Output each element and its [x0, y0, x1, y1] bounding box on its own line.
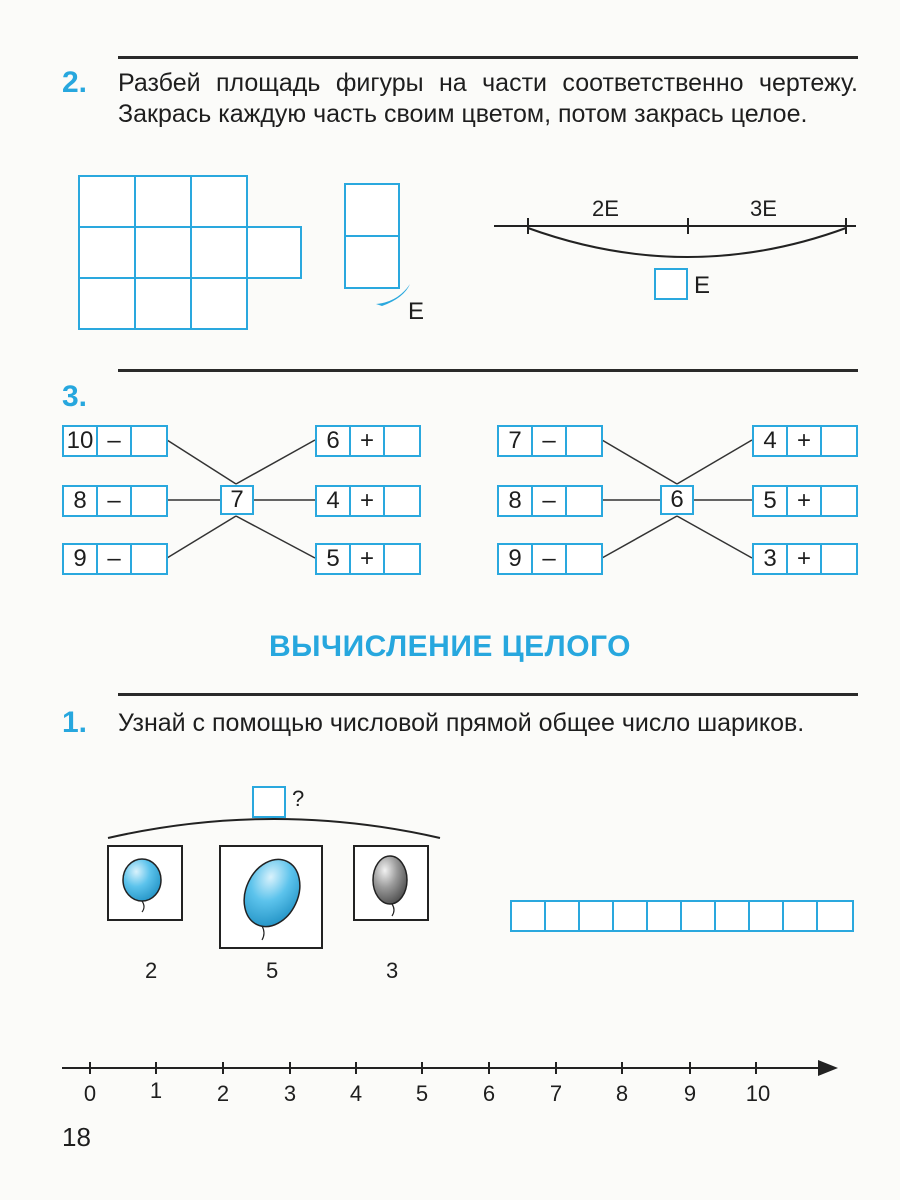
balloon-count: 3 [386, 958, 399, 983]
task-2-text: Разбей площадь фигуры на части соответственно чертежу. Закрась каждую часть своим цветом, потом закрась целое. [118, 69, 858, 128]
answer-cell[interactable] [567, 545, 601, 573]
answer-cell[interactable] [784, 902, 818, 930]
total-answer-box[interactable] [252, 786, 286, 818]
expression-box[interactable]: 8 – [62, 485, 168, 517]
answer-cell[interactable] [567, 427, 601, 455]
expression-box[interactable]: 4 + [752, 425, 858, 457]
tick-label: 3 [283, 1081, 297, 1106]
answer-cell[interactable] [567, 487, 601, 515]
tick-label: 9 [683, 1081, 697, 1106]
tick-label: 2 [216, 1081, 230, 1106]
segment-label-2e: 2Е [592, 196, 619, 221]
answer-cell[interactable] [132, 487, 166, 515]
balloon-count: 5 [266, 958, 279, 983]
balloons-brace [108, 819, 440, 838]
answer-cell[interactable] [818, 902, 852, 930]
tick-label: 4 [349, 1081, 363, 1106]
tick-label: 10 [745, 1081, 771, 1106]
tick-label: 8 [615, 1081, 629, 1106]
expression-box[interactable]: 5 + [752, 485, 858, 517]
expression-box[interactable]: 8 – [497, 485, 603, 517]
tick-label: 0 [83, 1081, 97, 1106]
task-3-number: 3. [62, 380, 88, 413]
balloon-count: 2 [145, 958, 158, 983]
expression-box[interactable]: 5 + [315, 543, 421, 575]
answer-cell[interactable] [385, 545, 419, 573]
tick-label: 7 [549, 1081, 563, 1106]
question-mark: ? [292, 786, 305, 811]
answer-cell[interactable] [648, 902, 682, 930]
answer-cell[interactable] [385, 427, 419, 455]
answer-cell[interactable] [580, 902, 614, 930]
answer-cell[interactable] [546, 902, 580, 930]
task-2-number: 2. [62, 66, 88, 99]
answer-cell[interactable] [614, 902, 648, 930]
expression-box[interactable]: 3 + [752, 543, 858, 575]
answer-cell[interactable] [682, 902, 716, 930]
task-1-text: Узнай с помощью числовой прямой общее число шариков. [118, 709, 805, 737]
expression-box[interactable]: 9 – [497, 543, 603, 575]
answer-cell[interactable] [750, 902, 784, 930]
answer-cell[interactable] [822, 427, 856, 455]
answer-cell[interactable] [385, 487, 419, 515]
answer-strip[interactable] [510, 900, 854, 932]
answer-cell[interactable] [822, 545, 856, 573]
expression-box[interactable]: 9 – [62, 543, 168, 575]
expression-box[interactable]: 6 + [315, 425, 421, 457]
unit-box-label: Е [694, 272, 711, 299]
unit-label: Е [408, 298, 425, 325]
answer-cell[interactable] [716, 902, 750, 930]
tick-label: 1 [149, 1078, 163, 1103]
task-3-rule [118, 369, 858, 372]
tick-label: 5 [415, 1081, 429, 1106]
answer-cell[interactable] [822, 487, 856, 515]
tick-label: 6 [482, 1081, 496, 1106]
segment-label-3e: 3Е [750, 196, 777, 221]
center-number: 6 [660, 485, 694, 515]
section-rule [118, 693, 858, 696]
crescent-icon [376, 284, 410, 306]
answer-cell[interactable] [512, 902, 546, 930]
arrow-icon [818, 1060, 838, 1076]
expression-box[interactable]: 10 – [62, 425, 168, 457]
answer-cell[interactable] [132, 545, 166, 573]
expression-box[interactable]: 4 + [315, 485, 421, 517]
answer-cell[interactable] [132, 427, 166, 455]
task-1-number: 1. [62, 706, 88, 739]
center-number: 7 [220, 485, 254, 515]
page-number: 18 [62, 1122, 91, 1152]
section-title: ВЫЧИСЛЕНИЕ ЦЕЛОГО [269, 630, 631, 663]
expression-box[interactable]: 7 – [497, 425, 603, 457]
